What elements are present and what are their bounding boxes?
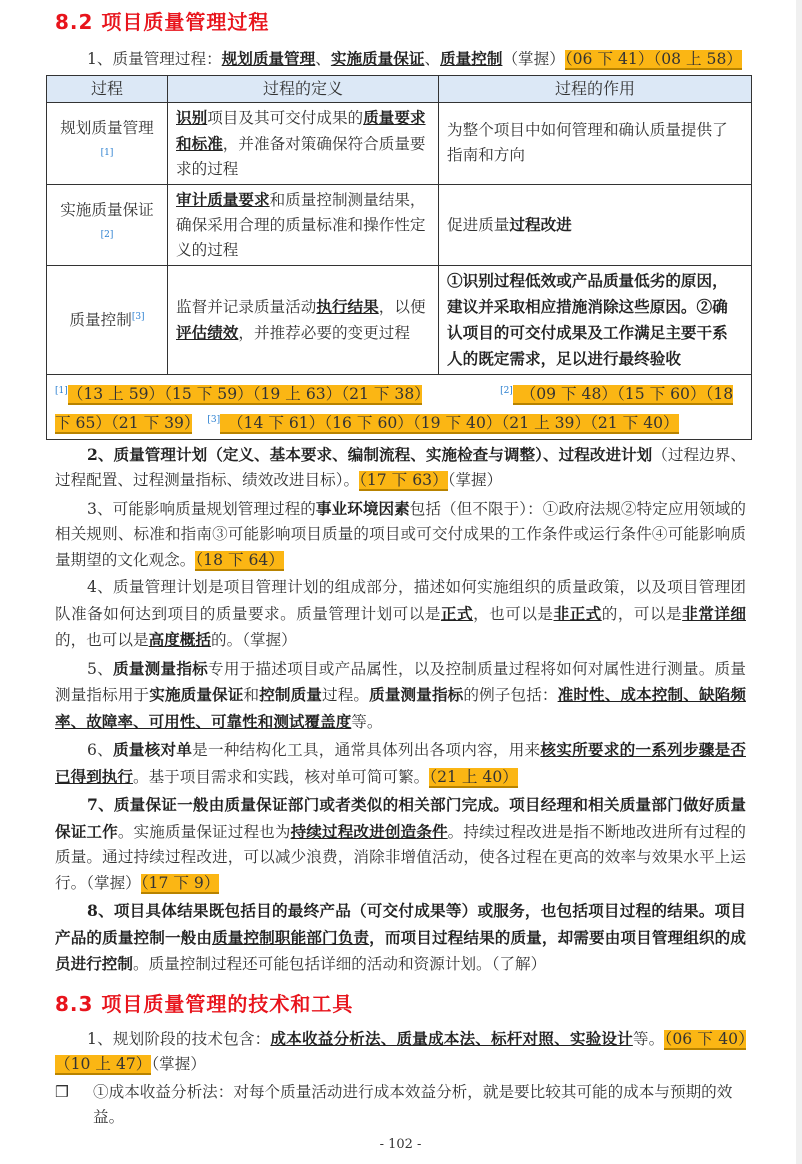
text: 1、质量管理过程：: [87, 50, 222, 68]
exam-ref-highlight: （18 下 64）: [195, 550, 284, 569]
text: 包括（但不限于）：①政府法规②特定应用领域的相关规则、标准和指南③可能影响项目质量的项目或可交付成果的工作条件或运行条件④可能影响质量期望的文化观念。: [55, 499, 746, 569]
text: 监督并记录质量活动: [176, 297, 317, 316]
text: 的例子包括：: [463, 686, 558, 705]
bold-text: 质量测量指标: [369, 685, 464, 705]
page-number: - 102 -: [379, 1136, 422, 1152]
footnote-ref[interactable]: [1]: [100, 148, 114, 159]
text: 3、可能影响质量规划管理过程的: [87, 499, 316, 518]
table-row: [47, 265, 752, 374]
bold-text: ，而项目过程结果的质量，却需要由项目管理组织的成员进行控制: [55, 927, 746, 974]
text: （掌握）: [502, 50, 565, 68]
process-purpose: [439, 265, 752, 374]
paragraph-7: [55, 792, 746, 896]
text: 专用于描述项目或产品属性，以及控制质量过程将如何对属性进行测量。质量测量指标用于: [55, 659, 746, 705]
bold-text: 事业环境因素: [315, 498, 410, 518]
footnote-ref[interactable]: [2]: [100, 229, 114, 240]
process-name-text: 质量控制: [69, 311, 132, 330]
bold-text: ①识别过程低效或产品质量低劣的原因，建议并采取相应措施消除这些原因。②确认项目的可交付成果及工作满足主要干系人的既定需求，足以进行最终验收: [447, 270, 728, 368]
text: ，以便: [378, 297, 426, 316]
bold-text: 实施质量保证: [149, 685, 244, 705]
footnote-marker: [2]: [500, 385, 513, 396]
paragraph-2: [55, 442, 746, 494]
scrollbar[interactable]: [796, 0, 802, 1164]
bold-text: 质量测量指标: [113, 658, 208, 678]
paragraph-5: [55, 656, 746, 736]
paragraph-1: [55, 46, 746, 73]
text: 项目及其可交付成果的: [207, 108, 364, 127]
text: （掌握）: [447, 471, 503, 490]
footnote-marker: [3]: [207, 414, 221, 425]
text: 5、: [87, 659, 113, 678]
bold-text: 7、质量保证一般由质量保证部门或者类似的相关部门完成。项目经理和相关质量部门做好质量保证工作: [55, 795, 746, 841]
process-name: [47, 102, 168, 184]
text: 、: [315, 50, 331, 68]
references-row: [47, 374, 752, 439]
paragraph-3: [55, 496, 746, 574]
process-name: [47, 184, 168, 265]
text: 的，可以是: [601, 604, 683, 623]
exam-ref-highlight: （21 上 40）: [429, 767, 518, 786]
quality-process-table: [46, 75, 752, 440]
key-term: 质量控制职能部门负责: [212, 927, 370, 947]
bold-text: 控制质量: [259, 685, 323, 705]
text: 和质量控制测量结果，确保采用合理的质量标准和操作性定义的过程: [176, 190, 426, 259]
exam-ref-highlight: （06 下 40）（10 上 47）: [55, 1029, 746, 1074]
header-purpose: 过程的作用: [439, 75, 752, 102]
key-term: 成本收益分析法、质量成本法、标杆对照、实验设计: [270, 1028, 633, 1048]
text: 。实施质量保证过程也为: [117, 822, 291, 841]
exam-ref-highlight: （13 上 59）（15 下 59）（19 上 63）（21 下 38）: [67, 384, 423, 403]
exam-ref-highlight: （14 下 61）（16 下 60）（19 下 40）（21 上 39）（21 下 40）: [220, 413, 679, 432]
process-name: [47, 265, 168, 374]
process-definition: [168, 102, 439, 184]
text: （过程边界、过程配置、过程测量指标、绩效改进目标）。: [55, 445, 746, 490]
text: ，并推荐必要的变更过程: [238, 323, 410, 342]
text: 等。: [632, 1029, 665, 1048]
text: 4、质量管理计划是项目管理计划的组成部分，描述如何实施组织的质量政策，以及项目管理团队准备如何达到项目的质量要求。质量管理计划可以是: [55, 578, 746, 623]
text: 和: [243, 686, 260, 705]
text: （掌握）: [151, 1055, 206, 1074]
text: ，也可以是: [473, 604, 554, 623]
exam-ref-highlight: （06 下 41）（08 上 58）: [564, 50, 742, 68]
text: ，并准备对策确保符合质量要求的过程: [176, 134, 426, 178]
process-name-text: 实施质量保证: [60, 200, 154, 219]
header-definition: 过程的定义: [168, 75, 439, 102]
section-heading-8-3: 8.3 项目质量管理的技术和工具: [55, 991, 354, 1016]
text: 的。（掌握）: [210, 631, 297, 650]
text: 是一种结构化工具，通常具体列出各项内容，用来: [192, 741, 541, 760]
text: 。基于项目需求和实践，核对单可简可繁。: [132, 767, 430, 786]
paragraph-8: [55, 898, 746, 978]
key-term: 核实所要求的一系列步骤是否已得到执行: [55, 740, 746, 786]
key-term: 质量控制: [440, 49, 503, 68]
text: 、: [424, 50, 441, 68]
table-row: [47, 102, 752, 184]
key-term: 执行结果: [316, 296, 379, 316]
header-process: 过程: [47, 75, 168, 102]
text: 为整个项目中如何管理和确认质量提供了指南和方向: [447, 121, 728, 164]
key-term: 持续过程改进创造条件: [290, 821, 448, 841]
text: 。持续过程改进是指不断地改进所有过程的质量。通过持续过程改进，可以减少浪费，消除非增值活动，使各过程在更高的效率与效果水平上运行。（掌握）: [55, 822, 746, 892]
exam-ref-highlight: （17 下 9）: [140, 873, 220, 892]
paragraph-4: [55, 575, 746, 654]
bold-text: 质量核对单: [113, 740, 193, 760]
exam-ref-highlight: （17 下 63）: [359, 471, 448, 490]
key-term: 质量要求和标准: [176, 107, 426, 153]
paragraph-8-3-1: [55, 1026, 746, 1078]
key-term: 准时性、成本控制、缺陷频率、故障率、可用性、可靠性和测试覆盖度: [55, 685, 746, 731]
key-term: 实施质量保证: [330, 49, 425, 68]
exam-ref-highlight: （09 下 48）（15 下 60）（18 下 65）（21 下 39）: [55, 384, 734, 432]
key-term: 非常详细: [682, 603, 746, 623]
references: [47, 374, 752, 439]
process-definition: [168, 265, 439, 374]
table-header-row: [47, 75, 752, 102]
key-term: 规划质量管理: [221, 49, 316, 68]
key-term: 非正式: [553, 603, 602, 623]
text: 等。: [351, 712, 383, 731]
footnote-ref[interactable]: [3]: [131, 312, 145, 323]
key-term: 审计质量要求: [176, 189, 270, 209]
text: [192, 414, 208, 432]
process-definition: [168, 184, 439, 265]
text: 过程。: [322, 686, 370, 705]
key-term: 评估绩效: [176, 322, 239, 342]
bold-text: 过程改进: [509, 214, 572, 234]
text: 6、: [87, 741, 113, 760]
process-name-text: 规划质量管理: [60, 119, 154, 138]
footnote-marker: [1]: [55, 385, 68, 396]
process-purpose: [439, 184, 752, 265]
bold-text: 2、质量管理计划（定义、基本要求、编制流程、实施检查与调整）、过程改进计划: [87, 444, 653, 464]
bullet-item: [55, 1080, 746, 1130]
paragraph-6: [55, 737, 746, 790]
key-term: 正式: [440, 603, 474, 623]
section-heading-8-2: 8.2 项目质量管理过程: [55, 10, 270, 34]
bullet-text: ①成本收益分析法：对每个质量活动进行成本效益分析，就是要比较其可能的成本与预期的效益。: [93, 1082, 733, 1126]
checkbox-icon: ❒: [55, 1082, 69, 1101]
key-term: 识别: [176, 107, 208, 127]
text: 的，也可以是: [55, 631, 149, 650]
bold-text: 8、项目具体结果既包括目的最终产品（可交付成果等）或服务，也包括项目过程的结果。项目产品的质量控制一般由: [55, 901, 746, 947]
text: 1、规划阶段的技术包含：: [87, 1029, 271, 1048]
text: 。质量控制过程还可能包括详细的活动和资源计划。（了解）: [132, 955, 547, 974]
text: 促进质量: [447, 215, 510, 234]
table-row: [47, 184, 752, 265]
process-purpose: [439, 102, 752, 184]
key-term: 高度概括: [148, 630, 211, 650]
text: [422, 385, 500, 403]
